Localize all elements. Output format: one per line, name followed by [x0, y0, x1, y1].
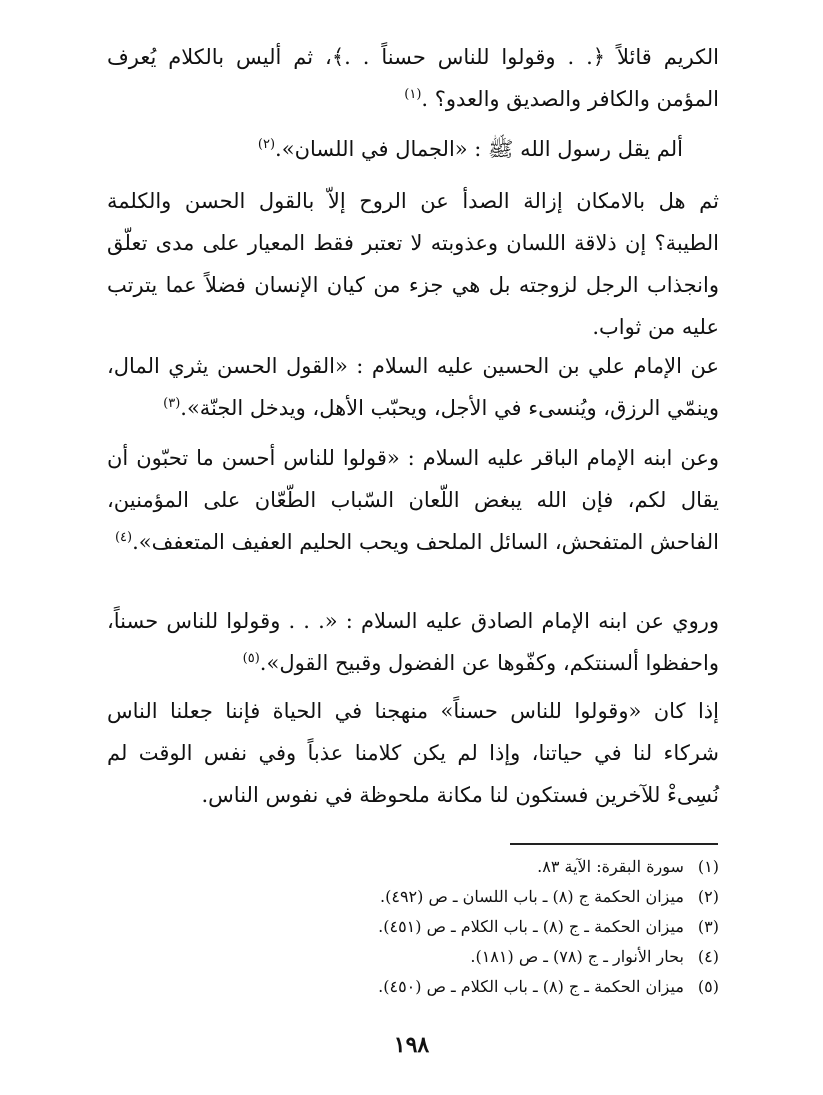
- paragraph-text: ثم هل بالامكان إزالة الصدأ عن الروح إلاّ بالقول الحسن والكلمة الطيبة؟ إن ذلاقة اللسان وعذوبته لا تعتبر فقط المعيار على مدى تعلّق وانجذاب الرجل لزوجته بل هي جزء من كيان الإنسان فضلاً عما يترتب عليه من ثواب.: [107, 189, 719, 339]
- footnote-item: [107, 882, 719, 912]
- paragraph-5: [107, 437, 719, 563]
- paragraph-text: وعن ابنه الإمام الباقر عليه السلام : «قولوا للناس أحسن ما تحبّون أن يقال لكم، فإن الله يبغض اللّعان السّباب الطّعّان على المؤمنين، الفاحش المتفحش، السائل الملحف ويحب الحليم العفيف المتعفف».: [107, 446, 719, 554]
- footnote-item: [107, 942, 719, 972]
- footnote-number: (٥): [697, 977, 719, 996]
- paragraph-3: [107, 180, 719, 348]
- footnote-ref: (٤): [114, 530, 133, 545]
- footnote-item: [107, 912, 719, 942]
- footnote-ref: (٢): [257, 137, 276, 152]
- footnote-text: ميزان الحكمة ج (٨) ـ باب اللسان ـ ص (٤٩٢).: [380, 887, 684, 906]
- page-number: ١٩٨: [393, 1032, 430, 1058]
- footnote-number: (٢): [697, 887, 719, 906]
- footnote-ref: (٥): [242, 651, 260, 666]
- footnote-ref: (٣): [163, 396, 181, 411]
- footnote-item: [107, 852, 719, 882]
- paragraph-7: [107, 690, 719, 816]
- paragraph-text: الكريم قائلاً ﴿. . وقولوا للناس حسناً . .﴾، ثم أليس بالكلام يُعرف المؤمن والكافر والصديق والعدو؟ .: [107, 45, 719, 111]
- paragraph-text: ألم يقل رسول الله ﷺ : «الجمال في اللسان».: [275, 137, 683, 161]
- footnotes-list: [107, 852, 719, 1002]
- paragraph-text: إذا كان «وقولوا للناس حسناً» منهجنا في الحياة فإننا جعلنا الناس شركاء لنا في حياتنا، وإذا لم يكن كلامنا عذباً وفي نفس الوقت لم نُسِىءْ للآخرين فستكون لنا مكانة ملحوظة في نفوس الناس.: [107, 699, 719, 807]
- footnote-text: ميزان الحكمة ـ ج (٨) ـ باب الكلام ـ ص (٤٥١).: [378, 917, 684, 936]
- footnote-ref: (١): [404, 87, 422, 102]
- paragraph-4: [107, 345, 719, 429]
- footnote-number: (٣): [697, 917, 719, 936]
- paragraph-text: عن الإمام علي بن الحسين عليه السلام : «القول الحسن يثري المال، وينمّي الرزق، ويُنسىء في الأجل، ويحبّب الأهل، ويدخل الجنّة».: [107, 354, 719, 420]
- footnote-text: بحار الأنوار ـ ج (٧٨) ـ ص (١٨١).: [470, 947, 684, 966]
- paragraph-2: [107, 128, 683, 170]
- footnote-divider: [510, 843, 718, 845]
- paragraph-text: وروي عن ابنه الإمام الصادق عليه السلام : «. . . وقولوا للناس حسناً، واحفظوا ألسنتكم، وكفّوها عن الفضول وقبيح القول».: [107, 609, 719, 675]
- footnote-text: سورة البقرة: الآية ٨٣.: [537, 857, 684, 876]
- paragraph-1: [107, 36, 719, 120]
- footnote-item: [107, 972, 719, 1002]
- paragraph-6: [107, 600, 719, 684]
- footnote-text: ميزان الحكمة ـ ج (٨) ـ باب الكلام ـ ص (٤٥٠).: [378, 977, 684, 996]
- footnote-number: (٤): [697, 947, 719, 966]
- footnote-number: (١): [697, 857, 719, 876]
